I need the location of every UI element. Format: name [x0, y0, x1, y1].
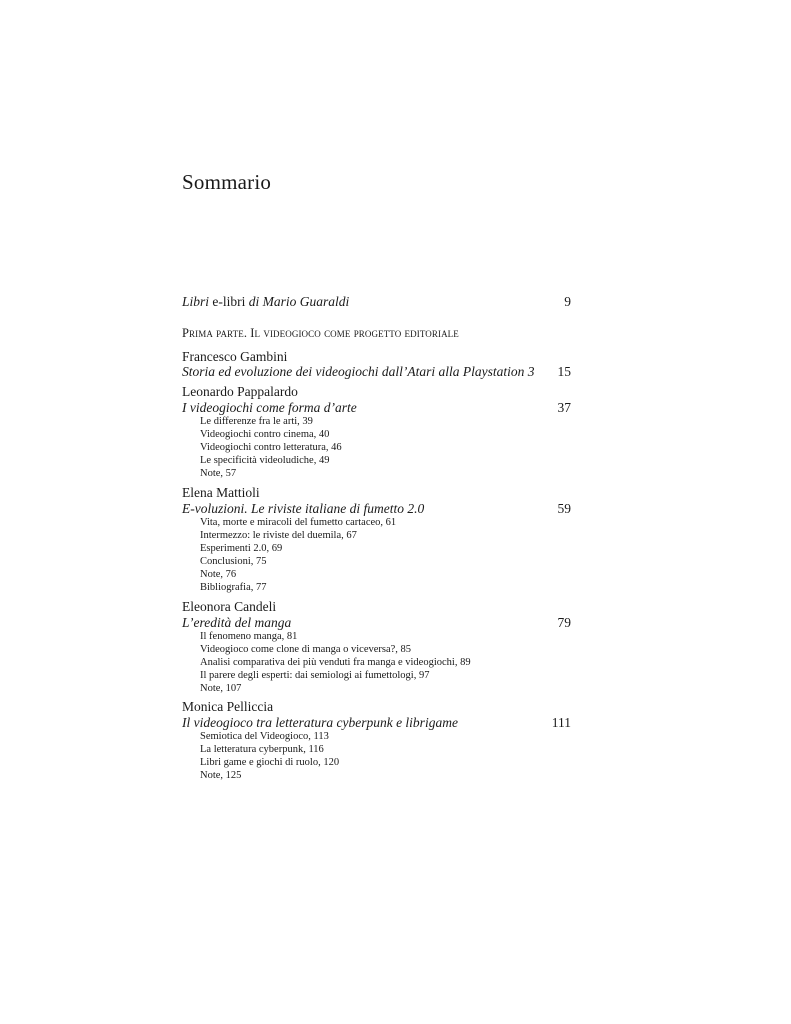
intro-title — [182, 294, 349, 310]
subsection-item: Conclusioni, 75 — [200, 556, 267, 567]
page-title: Sommario — [182, 170, 272, 194]
toc-intro-entry — [182, 294, 571, 310]
entry-author: Francesco Gambini — [182, 349, 288, 364]
entry-subsections — [200, 415, 342, 480]
subsection-item: Libri game e giochi di ruolo, 120 — [200, 757, 340, 768]
subsection-item: Esperimenti 2.0, 69 — [200, 543, 283, 554]
entry-essay-row — [182, 400, 571, 416]
subsection-item: Note, 57 — [200, 468, 237, 479]
subsection-item: Bibliografia, 77 — [200, 582, 267, 593]
subsection-item: Semiotica del Videogioco, 113 — [200, 731, 329, 742]
subsection-item: Videogioco come clone di manga o viceversa?, 85 — [200, 644, 412, 655]
subsection-item: Il parere degli esperti: dai semiologi ai fumettologi, 97 — [200, 670, 430, 681]
subsection-item: Note, 125 — [200, 770, 242, 781]
entry-subsections — [200, 630, 471, 695]
intro-title-part-b: e-libri — [209, 294, 249, 309]
entry-page-number: 37 — [557, 400, 571, 415]
entry-essay-title: Storia ed evoluzione dei videogiochi dall’Atari alla Playstation 3 — [182, 364, 535, 379]
entry-author: Elena Mattioli — [182, 485, 260, 500]
intro-page-number: 9 — [564, 294, 571, 309]
entry-page-number: 59 — [557, 501, 571, 516]
subsection-item: Intermezzo: le riviste del duemila, 67 — [200, 530, 357, 541]
subsection-item: Videogiochi contro cinema, 40 — [200, 429, 330, 440]
entry-essay-title: L’eredità del manga — [182, 615, 292, 630]
part-heading-label: Prima parte. Il videogioco come progetto editoriale — [182, 326, 459, 340]
entry-essay-row — [182, 715, 571, 731]
intro-author: di Mario Guaraldi — [248, 294, 350, 309]
entry-essay-row — [182, 364, 571, 380]
entry-essay-title: Il videogioco tra letteratura cyberpunk e librigame — [182, 715, 458, 730]
subsection-item: Le specificità videoludiche, 49 — [200, 455, 330, 466]
subsection-item: Analisi comparativa dei più venduti fra manga e videogiochi, 89 — [200, 657, 471, 668]
subsection-item: Vita, morte e miracoli del fumetto cartaceo, 61 — [200, 517, 397, 528]
intro-title-part-a: Libri — [182, 294, 210, 309]
entry-page-number: 111 — [551, 715, 571, 730]
entry-page-number: 15 — [557, 364, 571, 379]
subsection-item: Note, 76 — [200, 569, 237, 580]
entry-essay-title: E-voluzioni. Le riviste italiane di fumetto 2.0 — [182, 501, 425, 516]
entry-subsections — [200, 516, 396, 594]
entry-author: Leonardo Pappalardo — [182, 384, 298, 399]
subsection-item: Note, 107 — [200, 683, 242, 694]
entry-author: Monica Pelliccia — [182, 699, 274, 714]
entry-essay-row — [182, 615, 571, 631]
part-heading — [182, 326, 459, 341]
entry-subsections — [200, 730, 339, 782]
entry-page-number: 79 — [557, 615, 571, 630]
entry-essay-title: I videogiochi come forma d’arte — [182, 400, 357, 415]
subsection-item: La letteratura cyberpunk, 116 — [200, 744, 324, 755]
entry-author: Eleonora Candeli — [182, 599, 277, 614]
subsection-item: Videogiochi contro letteratura, 46 — [200, 442, 342, 453]
subsection-item: Il fenomeno manga, 81 — [200, 631, 298, 642]
subsection-item: Le differenze fra le arti, 39 — [200, 416, 313, 427]
entry-essay-row — [182, 501, 571, 517]
